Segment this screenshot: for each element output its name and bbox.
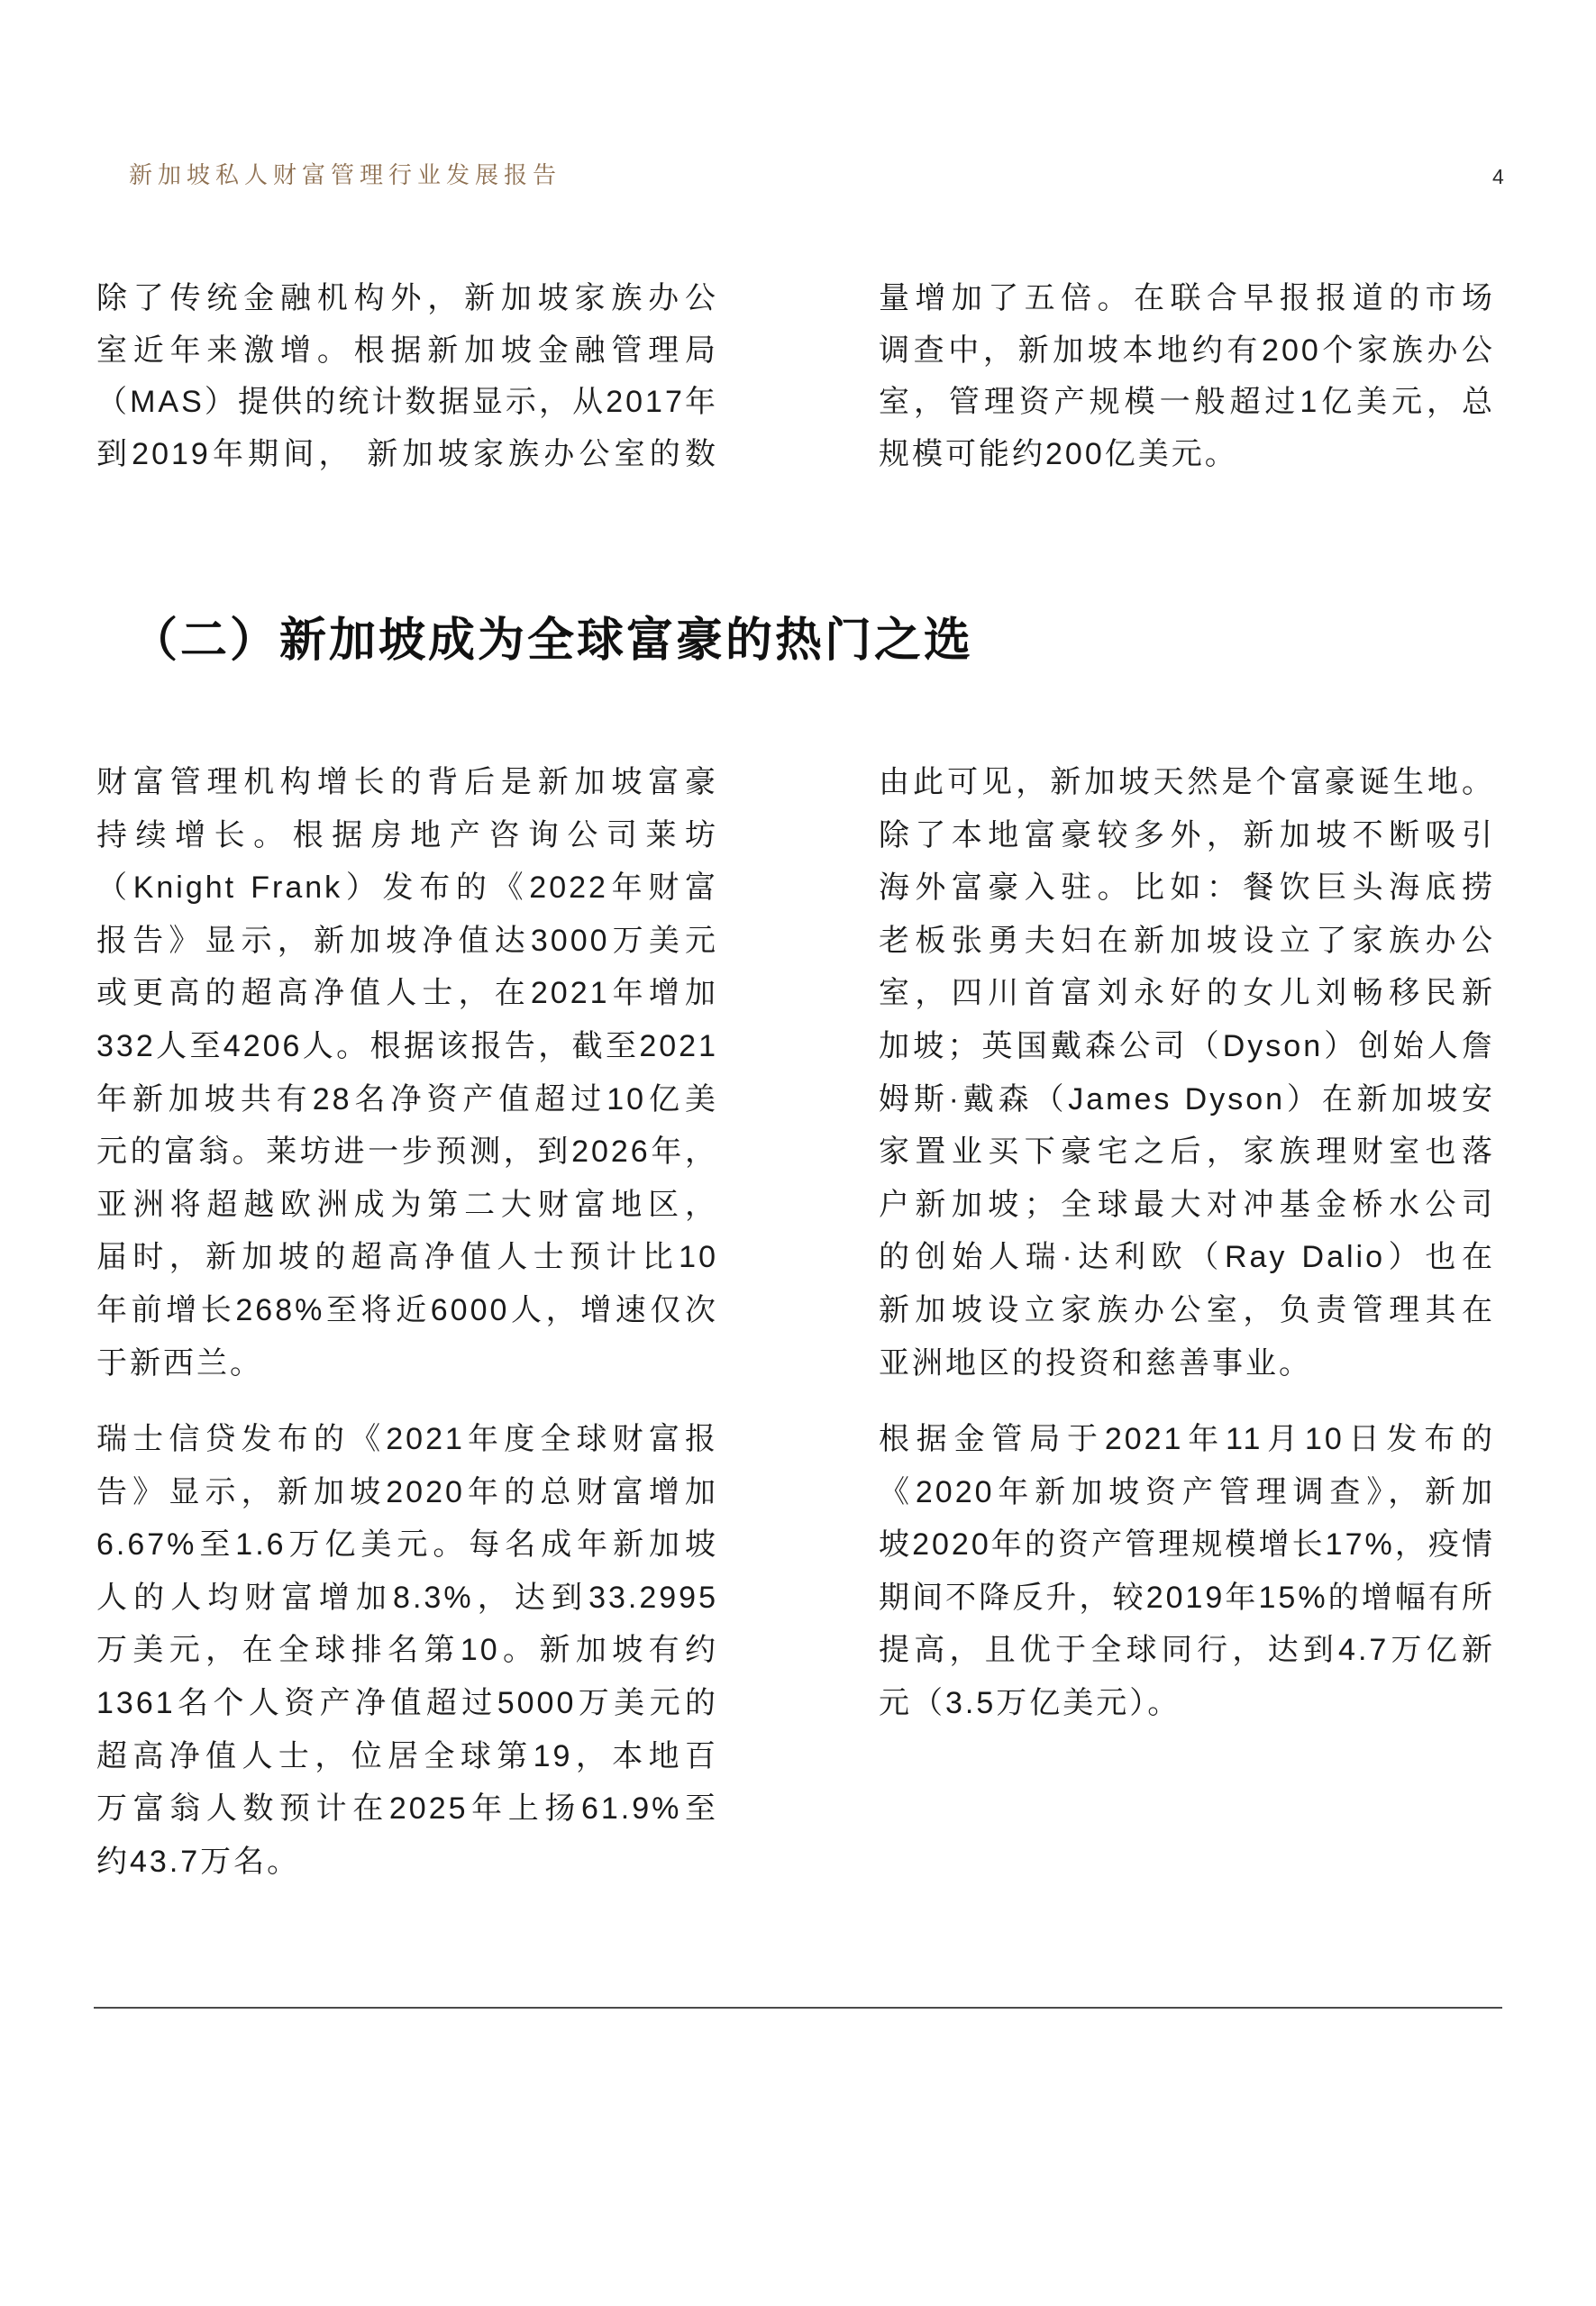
text-line: 姆斯·戴森（James Dyson）在新加坡安 [879,1081,1495,1117]
left-paragraph-1 [96,756,718,1390]
text-line: 家置业买下豪宅之后，家族理财室也落 [879,1135,1495,1170]
text-line: 持续增长。根据房地产咨询公司莱坊 [96,817,718,852]
text-line: 万美元，在全球排名第10。新加坡有约 [96,1633,718,1668]
page-number: 4 [1492,165,1504,188]
text-line: 届时，新加坡的超高净值人士预计比10 [96,1240,718,1275]
text-line: 于新西兰。 [96,1345,263,1381]
text-line: 由此可见，新加坡天然是个富豪诞生地。 [879,765,1495,799]
text-line: 老板张勇夫妇在新加坡设立了家族办公 [879,923,1495,958]
right-paragraph-1 [879,756,1495,1390]
text-line: 亚洲将超越欧洲成为第二大财富地区， [96,1187,718,1222]
text-line: 海外富豪入驻。比如：餐饮巨头海底捞 [879,870,1495,906]
text-line: 期间不降反升，较2019年15%的增幅有所 [879,1580,1495,1615]
left-paragraph-2 [96,1413,718,1888]
text-line: 332人至4206人。根据该报告，截至2021 [96,1028,718,1063]
text-line: 瑞士信贷发布的《2021年度全球财富报 [96,1422,718,1456]
text-line: 万富翁人数预计在2025年上扬61.9%至 [96,1791,718,1827]
text-line: 规模可能约200亿美元。 [879,436,1238,471]
text-line: 新加坡设立家族办公室，负责管理其在 [879,1292,1495,1327]
text-line: 超高净值人士，位居全球第19，本地百 [96,1738,718,1773]
section-heading: （二）新加坡成为全球富豪的热门之选 [131,615,974,667]
text-line: 报告》显示，新加坡净值达3000万美元 [96,923,718,958]
text-line: 到2019年期间， 新加坡家族办公室的数 [96,436,718,471]
text-line: 室近年来激增。根据新加坡金融管理局 [96,333,718,368]
text-line: 提高，且优于全球同行，达到4.7万亿新 [879,1633,1495,1668]
text-line: 或更高的超高净值人士，在2021年增加 [96,976,718,1011]
intro-paragraph-left [96,273,718,480]
text-line: 《2020年新加坡资产管理调查》，新加 [879,1474,1495,1509]
text-line: 元的富翁。莱坊进一步预测，到2026年， [96,1135,718,1170]
text-line: 财富管理机构增长的背后是新加坡富豪 [96,765,718,799]
text-line: 户新加坡；全球最大对冲基金桥水公司 [879,1187,1495,1222]
running-header-title: 新加坡私人财富管理行业发展报告 [129,161,562,188]
text-line: 6.67%至1.6万亿美元。每名成年新加坡 [96,1527,718,1563]
text-line: 告》显示，新加坡2020年的总财富增加 [96,1474,718,1509]
text-line: 1361名个人资产净值超过5000万美元的 [96,1685,718,1720]
text-line: （Knight Frank）发布的《2022年财富 [96,870,718,906]
text-line: （MAS）提供的统计数据显示，从2017年 [96,385,718,419]
text-line: 除了本地富豪较多外，新加坡不断吸引 [879,817,1495,852]
text-line: 年新加坡共有28名净资产值超过10亿美 [96,1081,718,1117]
text-line: 人的人均财富增加8.3%，达到33.2995 [96,1580,718,1615]
text-line: 坡2020年的资产管理规模增长17%，疫情 [879,1527,1495,1563]
text-line: 除了传统金融机构外，新加坡家族办公 [96,281,718,315]
text-line: 亚洲地区的投资和慈善事业。 [879,1345,1312,1381]
text-line: 根据金管局于2021年11月10日发布的 [879,1422,1495,1456]
text-line: 的创始人瑞·达利欧（Ray Dalio）也在 [879,1240,1495,1275]
right-paragraph-2 [879,1413,1495,1730]
text-line: 量增加了五倍。在联合早报报道的市场 [879,281,1495,315]
text-line: 约43.7万名。 [96,1844,301,1879]
text-line: 室，管理资产规模一般超过1亿美元，总 [879,385,1495,419]
intro-paragraph-right [879,273,1495,480]
bottom-divider [94,2007,1502,2009]
text-line: 加坡；英国戴森公司（Dyson）创始人詹 [879,1028,1495,1063]
text-line: 年前增长268%至将近6000人，增速仅次 [96,1292,718,1327]
text-line: 调查中，新加坡本地约有200个家族办公 [879,333,1495,368]
text-line: 元（3.5万亿美元）。 [879,1685,1181,1720]
text-line: 室，四川首富刘永好的女儿刘畅移民新 [879,976,1495,1011]
